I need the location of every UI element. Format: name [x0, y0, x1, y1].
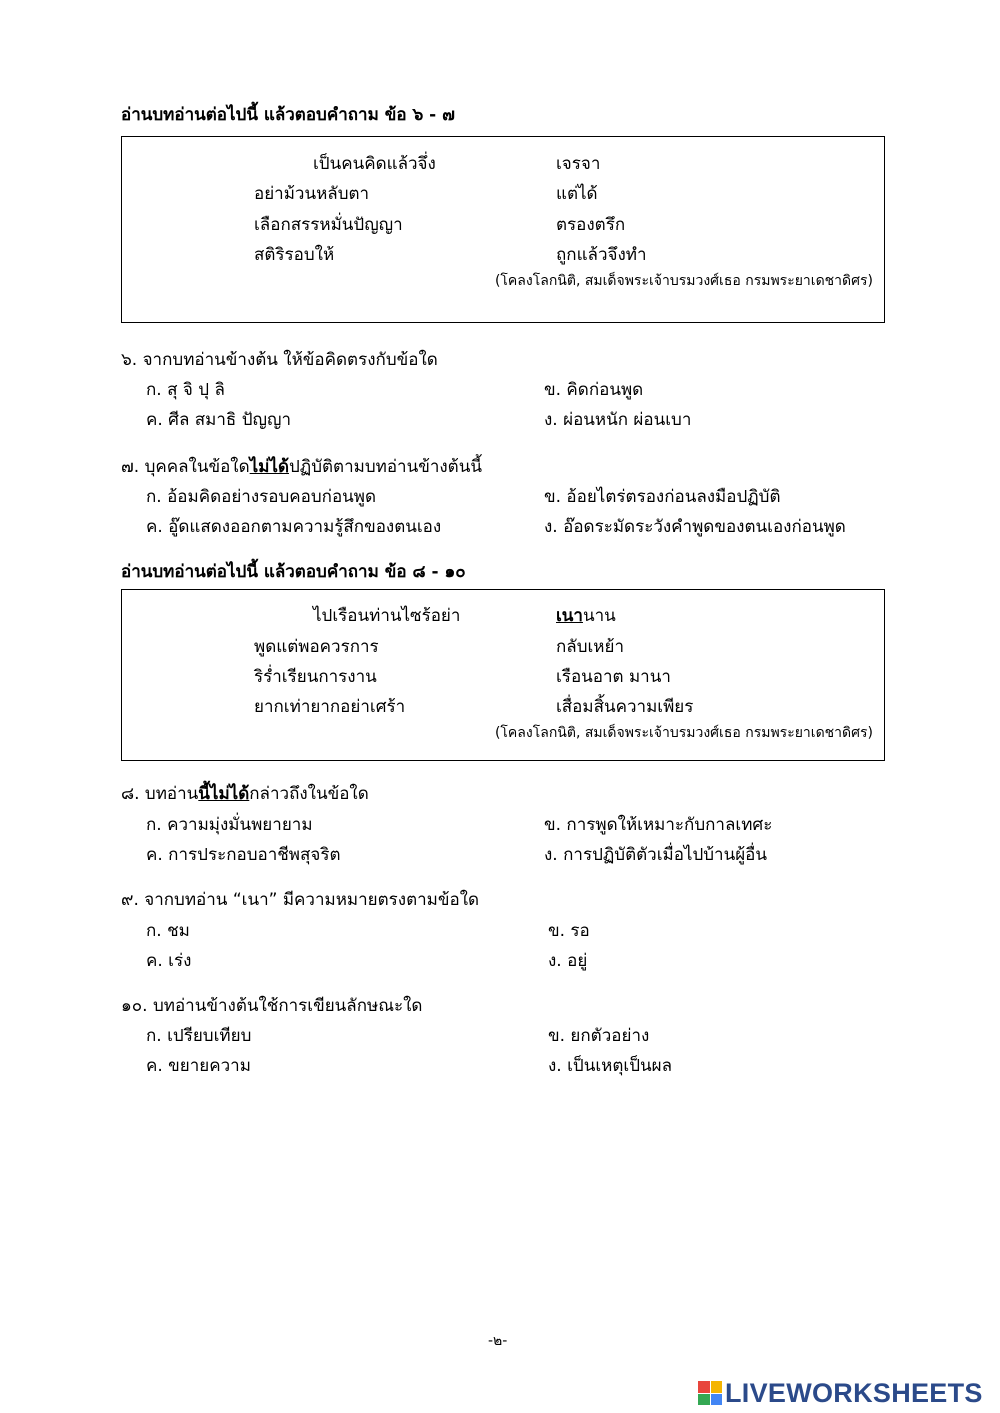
- poem1-left-line-2: อย่าม้วนหลับตา: [254, 184, 370, 204]
- poem2-left-line-3: ริร่ำเรียนการงาน: [254, 667, 377, 687]
- q6-choice-b[interactable]: ข. คิดก่อนพูด: [544, 380, 644, 400]
- q7-choice-c[interactable]: ค. อู๊ดแสดงออกตามความรู้สึกของตนเอง: [146, 517, 442, 537]
- poem2-source: (โคลงโลกนิติ, สมเด็จพระเจ้าบรมวงศ์เธอ กรมพระยาเดชาดิศร): [494, 725, 873, 741]
- poem2-right-line-1: [556, 602, 616, 629]
- question-10: ๑๐. บทอ่านข้างต้นใช้การเขียนลักษณะใด: [121, 996, 423, 1016]
- question-7: [121, 453, 482, 480]
- poem2-left-line-4: ยากเท่ายากอย่าเศร้า: [254, 697, 406, 717]
- q7-suffix: ปฏิบัติตามบทอ่านข้างต้นนี้: [289, 457, 482, 477]
- poem1-left-line-1: เป็นคนคิดแล้วจึ่ง: [313, 154, 436, 174]
- poem1-left-line-3: เลือกสรรหมั่นปัญญา: [254, 215, 403, 235]
- poem2-right-line-2: กลับเหย้า: [556, 637, 625, 657]
- logo-square-blue: [711, 1394, 723, 1406]
- poem1-right-line-3: ตรองตรึก: [556, 215, 626, 235]
- q8-choice-c[interactable]: ค. การประกอบอาชีพสุจริต: [146, 845, 341, 865]
- q10-choice-d[interactable]: ง. เป็นเหตุเป็นผล: [548, 1056, 672, 1076]
- q10-choice-b[interactable]: ข. ยกตัวอย่าง: [548, 1026, 650, 1046]
- logo-square-red: [698, 1381, 710, 1393]
- q6-choice-d[interactable]: ง. ผ่อนหนัก ผ่อนเบา: [544, 410, 692, 430]
- question-9: ๙. จากบทอ่าน “เนา” มีความหมายตรงตามข้อใด: [121, 890, 480, 910]
- poem2-left-line-1: ไปเรือนท่านไซร้อย่า: [313, 606, 461, 626]
- q7-emphasis: ไม่ได้: [249, 457, 289, 477]
- q9-choice-c[interactable]: ค. เร่ง: [146, 951, 192, 971]
- liveworksheets-icon: [698, 1381, 722, 1405]
- question-6: ๖. จากบทอ่านข้างต้น ให้ข้อคิดตรงกับข้อใด: [121, 350, 438, 370]
- q7-choice-b[interactable]: ข. อ้อยไตร่ตรองก่อนลงมือปฏิบัติ: [544, 487, 781, 507]
- section-heading-6-7: อ่านบทอ่านต่อไปนี้ แล้วตอบคำถาม ข้อ ๖ - ๗: [121, 105, 455, 125]
- page-number: -๒-: [488, 1333, 508, 1349]
- liveworksheets-logo[interactable]: [698, 1378, 983, 1408]
- poem2-right-line-4: เสื่อมสิ้นความเพียร: [556, 697, 694, 717]
- q9-choice-b[interactable]: ข. รอ: [548, 921, 590, 941]
- poem2-keyword: เนา: [556, 606, 583, 626]
- logo-square-green: [698, 1394, 710, 1406]
- q6-choice-c[interactable]: ค. ศีล สมาธิ ปัญญา: [146, 410, 292, 430]
- poem2-right-line-3: เรือนอาต มานา: [556, 667, 671, 687]
- q7-prefix: ๗. บุคคลในข้อใด: [121, 457, 250, 477]
- q8-prefix: ๘. บทอ่าน: [121, 784, 199, 804]
- q8-choice-b[interactable]: ข. การพูดให้เหมาะกับกาลเทศะ: [544, 815, 773, 835]
- q7-choice-d[interactable]: ง. อ๊อดระมัดระวังคำพูดของตนเองก่อนพูด: [544, 517, 846, 537]
- q8-choice-a[interactable]: ก. ความมุ่งมั่นพยายาม: [146, 815, 313, 835]
- q8-suffix: กล่าวถึงในข้อใด: [249, 784, 369, 804]
- poem1-source: (โคลงโลกนิติ, สมเด็จพระเจ้าบรมวงศ์เธอ กรมพระยาเดชาดิศร): [494, 273, 873, 289]
- poem1-left-line-4: สติริรอบให้: [254, 245, 335, 265]
- brand-name: LIVEWORKSHEETS: [725, 1377, 983, 1408]
- question-8: [121, 780, 369, 807]
- q8-emphasis: นี้ไม่ได้: [198, 784, 250, 804]
- section-heading-8-10: อ่านบทอ่านต่อไปนี้ แล้วตอบคำถาม ข้อ ๘ - ๑๐: [121, 562, 466, 582]
- poem2-left-line-2: พูดแต่พอควรการ: [254, 637, 379, 657]
- q10-choice-a[interactable]: ก. เปรียบเทียบ: [146, 1026, 252, 1046]
- q8-choice-d[interactable]: ง. การปฏิบัติตัวเมื่อไปบ้านผู้อื่น: [544, 845, 768, 865]
- q9-choice-a[interactable]: ก. ชม: [146, 921, 190, 941]
- q9-choice-d[interactable]: ง. อยู่: [548, 951, 588, 971]
- poem1-right-line-4: ถูกแล้วจึงทำ: [556, 245, 647, 265]
- poem2-right-line-1-rest: นาน: [582, 606, 616, 626]
- poem-box-1: [121, 136, 885, 323]
- poem1-right-line-2: แต่ได้: [556, 184, 598, 204]
- poem1-right-line-1: เจรจา: [556, 154, 601, 174]
- q6-choice-a[interactable]: ก. สุ จิ ปุ ลิ: [146, 380, 225, 400]
- q7-choice-a[interactable]: ก. อ้อมคิดอย่างรอบคอบก่อนพูด: [146, 487, 377, 507]
- q10-choice-c[interactable]: ค. ขยายความ: [146, 1056, 251, 1076]
- logo-square-yellow: [711, 1381, 723, 1393]
